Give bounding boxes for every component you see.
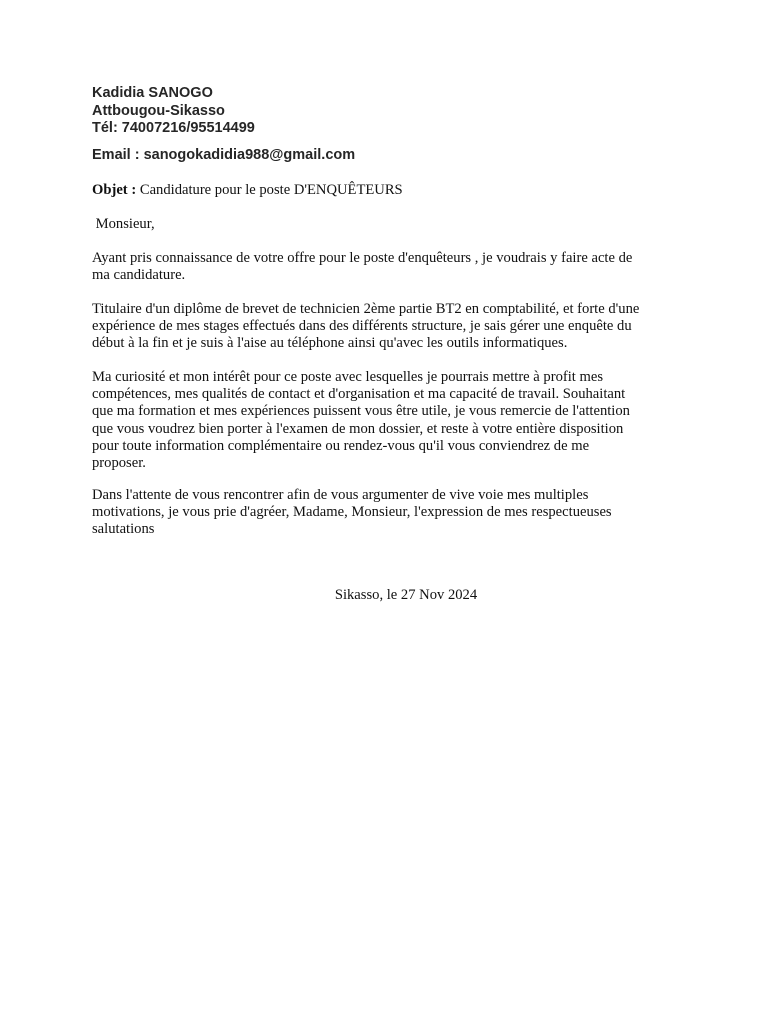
paragraph-line: Dans l'attente de vous rencontrer afin de vous argumenter de vive voie mes multiples — [92, 487, 589, 503]
paragraph-line: Ma curiosité et mon intérêt pour ce poste avec lesquelles je pourrais mettre à profit mes — [92, 369, 604, 385]
sender-address: Attbougou-Sikasso — [92, 102, 225, 119]
salutation: Monsieur, — [92, 216, 155, 232]
paragraph-3 — [92, 369, 692, 472]
paragraph-line: motivations, je vous prie d'agréer, Madame, Monsieur, l'expression de mes respectueuses — [92, 504, 612, 521]
paragraph-line: compétences, mes qualités de contact et d'organisation et ma capacité de travail. Souhaitant — [92, 386, 626, 403]
paragraph-line: expérience de mes stages effectués dans des différents structure, je sais gérer une enquête du — [92, 318, 632, 335]
sender-name: Kadidia SANOGO — [92, 85, 213, 101]
paragraph-line: Ayant pris connaissance de votre offre pour le poste d'enquêteurs , je voudrais y faire acte de — [92, 250, 633, 266]
sender-email: Email : sanogokadidia988@gmail.com — [92, 147, 356, 163]
paragraph-line: que vous voudrez bien porter à l'examen de mon dossier, et reste à votre entière disposition — [92, 420, 624, 437]
sender-block — [92, 85, 255, 138]
paragraph-line: début à la fin et je suis à l'aise au téléphone ainsi qu'avec les outils informatiques. — [92, 335, 568, 352]
object-label: Objet : — [92, 182, 137, 198]
paragraph-line: ma candidature. — [92, 267, 186, 284]
letter-object — [92, 182, 403, 199]
paragraph-line: pour toute information complémentaire ou rendez-vous qu'il vous conviendrez de me — [92, 437, 590, 454]
paragraph-line: Titulaire d'un diplôme de brevet de technicien 2ème partie BT2 en comptabilité, et forte d'une — [92, 301, 640, 317]
sender-phone: Tél: 74007216/95514499 — [92, 120, 255, 136]
paragraph-line: que ma formation et mes expériences puissent vous être utile, je vous remercie de l'attention — [92, 403, 630, 420]
paragraph-2 — [92, 301, 692, 353]
object-text: Candidature pour le poste D'ENQUÊTEURS — [136, 182, 403, 198]
paragraph-4 — [92, 487, 692, 539]
paragraph-line: salutations — [92, 521, 155, 538]
place-date: Sikasso, le 27 Nov 2024 — [334, 587, 478, 603]
paragraph-line: proposer. — [92, 455, 146, 472]
paragraph-1 — [92, 250, 692, 284]
